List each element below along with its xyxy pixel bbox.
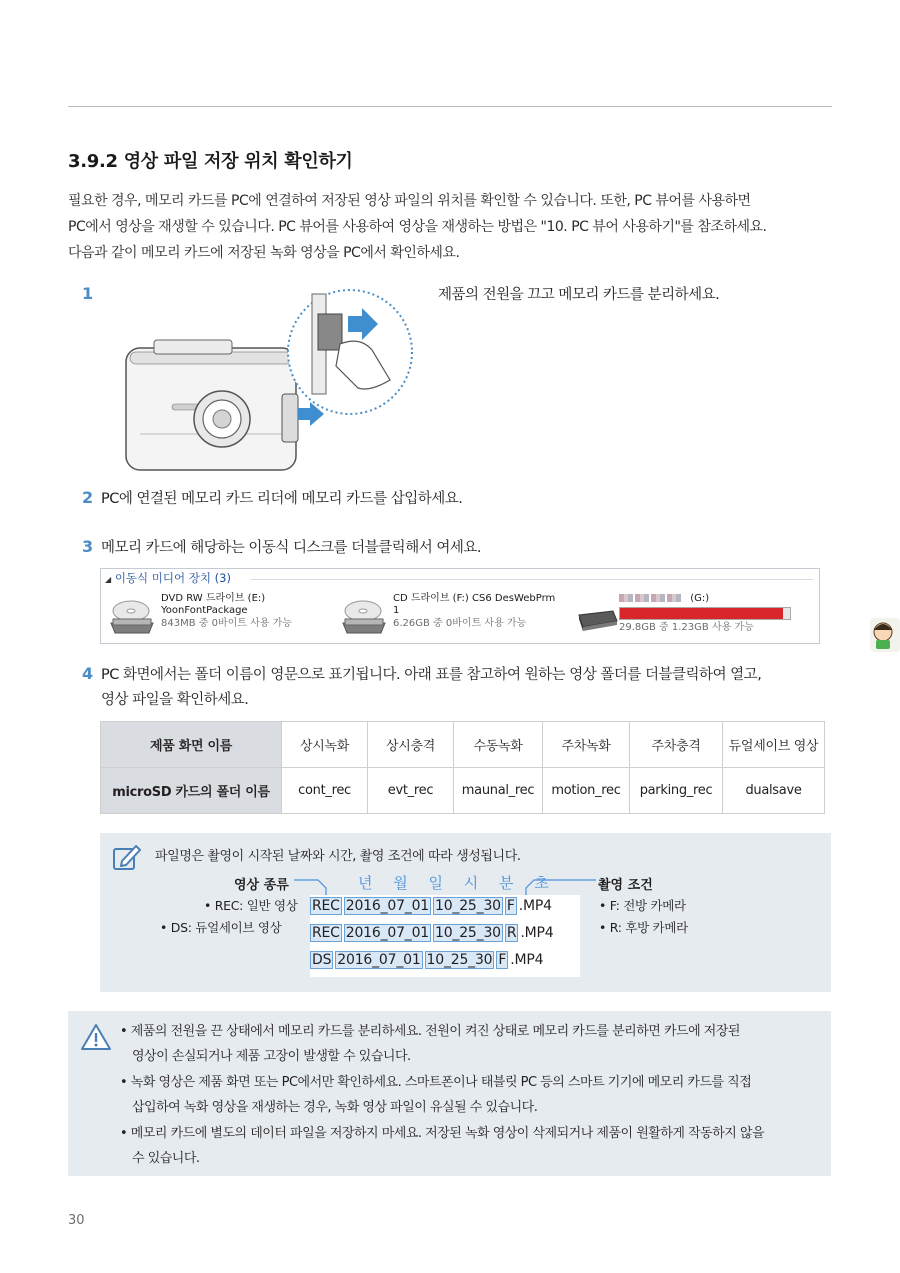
table-cell: 상시충격 <box>368 722 454 768</box>
intro-line: 필요한 경우, 메모리 카드를 PC에 연결하여 저장된 영상 파일의 위치를 확인할 수 있습니다. 또한, PC 뷰어를 사용하면 <box>68 193 751 209</box>
filename-extension: .MP4 <box>520 925 554 941</box>
filename-cond-part: F <box>498 952 507 968</box>
table-cell: cont_rec <box>282 768 368 814</box>
table-cell: 주차녹화 <box>543 722 630 768</box>
drive-volume-name: YoonFontPackage <box>161 605 248 616</box>
filename-row <box>310 924 553 942</box>
dashcam-illustration <box>110 284 420 484</box>
step-number: 1 <box>82 284 94 303</box>
step-text: 제품의 전원을 끄고 메모리 카드를 분리하세요. <box>438 287 720 303</box>
filename-type-part: REC <box>312 925 340 941</box>
filename-row <box>310 951 543 969</box>
removable-media-panel <box>100 568 820 644</box>
type-item: • DS: 듀얼세이브 영상 <box>160 920 282 935</box>
note-text: 파일명은 촬영이 시작된 날짜와 시간, 촬영 조건에 따라 생성됩니다. <box>155 849 521 864</box>
obscured-volume-name <box>619 594 681 602</box>
step-number: 4 <box>82 664 94 683</box>
drive-usage-bar <box>619 607 791 620</box>
filename-extension: .MP4 <box>510 952 544 968</box>
table-cell: motion_rec <box>543 768 630 814</box>
group-divider <box>251 579 813 580</box>
page-number: 30 <box>68 1213 85 1228</box>
dvd-drive-icon <box>109 597 157 637</box>
step-number: 3 <box>82 537 94 556</box>
filename-examples <box>310 895 580 977</box>
drive-space: 6.26GB 중 0바이트 사용 가능 <box>393 618 527 629</box>
filename-cond-part: F <box>506 898 515 914</box>
table-row <box>101 768 825 814</box>
step-text: PC에 연결된 메모리 카드 리더에 메모리 카드를 삽입하세요. <box>101 491 463 507</box>
filename-row <box>310 897 552 915</box>
folder-name-table <box>100 721 825 814</box>
warning-line: 삽입하여 녹화 영상을 재생하는 경우, 녹화 영상 파일이 유실될 수 있습니다. <box>132 1100 538 1115</box>
type-label: 영상 종류 <box>234 878 289 893</box>
drive-label: CD 드라이브 (F:) CS6 DesWebPrm <box>393 593 556 604</box>
cd-drive-icon <box>341 597 389 637</box>
row-header: microSD 카드의 폴더 이름 <box>101 768 282 814</box>
intro-line: PC에서 영상을 재생할 수 있습니다. PC 뷰어를 사용하여 영상을 재생하는 방법은 "10. PC 뷰어 사용하기"를 참조하세요. <box>68 219 767 235</box>
filename-extension: .MP4 <box>518 898 552 914</box>
header-rule <box>68 106 832 107</box>
drive-volume-name: 1 <box>393 605 400 616</box>
condition-item: • R: 후방 카메라 <box>599 920 688 935</box>
row-header: 제품 화면 이름 <box>101 722 282 768</box>
condition-label: 촬영 조건 <box>598 878 653 893</box>
table-cell: 수동녹화 <box>454 722 543 768</box>
note-pencil-icon <box>112 843 142 871</box>
drive-space: 843MB 중 0바이트 사용 가능 <box>161 618 292 629</box>
table-cell: maunal_rec <box>454 768 543 814</box>
intro-paragraph <box>68 188 838 266</box>
group-header[interactable] <box>105 570 237 586</box>
mascot-tab-icon <box>870 618 900 652</box>
table-cell: parking_rec <box>630 768 723 814</box>
warning-line: • 녹화 영상은 제품 화면 또는 PC에서만 확인하세요. 스마트폰이나 태블릿 PC 등의 스마트 기기에 메모리 카드를 직접 <box>120 1075 752 1090</box>
table-cell: 주차충격 <box>630 722 723 768</box>
warning-line: 영상이 손실되거나 제품 고장이 발생할 수 있습니다. <box>132 1049 411 1064</box>
filename-date-part: 2016_07_01 <box>345 898 430 914</box>
filename-type-part: DS <box>312 952 332 968</box>
intro-line: 다음과 같이 메모리 카드에 저장된 녹화 영상을 PC에서 확인하세요. <box>68 245 460 261</box>
warning-icon <box>80 1022 112 1052</box>
date-time-legend: 년 월 일 시 분 초 <box>358 874 557 892</box>
warning-item <box>120 1070 820 1120</box>
step-text-line: 영상 파일을 확인하세요. <box>101 692 249 708</box>
warning-item <box>120 1019 820 1069</box>
drive-label-row <box>619 593 839 605</box>
step-text <box>101 663 841 713</box>
filename-time-part: 10_25_30 <box>435 898 501 914</box>
warning-line: 수 있습니다. <box>132 1151 200 1166</box>
removable-disk-icon <box>575 603 619 633</box>
filename-type-part: REC <box>312 898 340 914</box>
group-header-label: 이동식 미디어 장치 (3) <box>114 571 231 585</box>
filename-date-part: 2016_07_01 <box>337 952 421 968</box>
table-cell: evt_rec <box>368 768 454 814</box>
step-text: 메모리 카드에 해당하는 이동식 디스크를 더블클릭해서 여세요. <box>101 540 481 556</box>
table-cell: 상시녹화 <box>282 722 368 768</box>
table-cell: 듀얼세이브 영상 <box>723 722 825 768</box>
drive-usage-fill <box>620 608 783 619</box>
step-number: 2 <box>82 488 94 507</box>
filename-date-part: 2016_07_01 <box>345 925 430 941</box>
section-title: 3.9.2 영상 파일 저장 위치 확인하기 <box>68 151 353 172</box>
warning-item <box>120 1121 820 1171</box>
warning-line: • 제품의 전원을 끈 상태에서 메모리 카드를 분리하세요. 전원이 켜진 상태로 메모리 카드를 분리하면 카드에 저장된 <box>120 1024 740 1039</box>
step-text-line: PC 화면에서는 폴더 이름이 영문으로 표기됩니다. 아래 표를 참고하여 원하는 영상 폴더를 더블클릭하여 열고, <box>101 667 762 683</box>
filename-time-part: 10_25_30 <box>426 952 493 968</box>
drive-label: (G:) <box>690 593 710 604</box>
type-item: • REC: 일반 영상 <box>204 898 298 913</box>
drive-label: DVD RW 드라이브 (E:) <box>161 593 266 604</box>
filename-cond-part: R <box>506 925 517 941</box>
table-row <box>101 722 825 768</box>
condition-item: • F: 전방 카메라 <box>599 898 686 913</box>
drive-space: 29.8GB 중 1.23GB 사용 가능 <box>619 622 754 633</box>
collapse-triangle-icon[interactable]: ◢ <box>105 575 112 584</box>
filename-time-part: 10_25_30 <box>435 925 501 941</box>
table-cell: dualsave <box>723 768 825 814</box>
warning-line: • 메모리 카드에 별도의 데이터 파일을 저장하지 마세요. 저장된 녹화 영상이 삭제되거나 제품이 원활하게 작동하지 않을 <box>120 1126 765 1141</box>
